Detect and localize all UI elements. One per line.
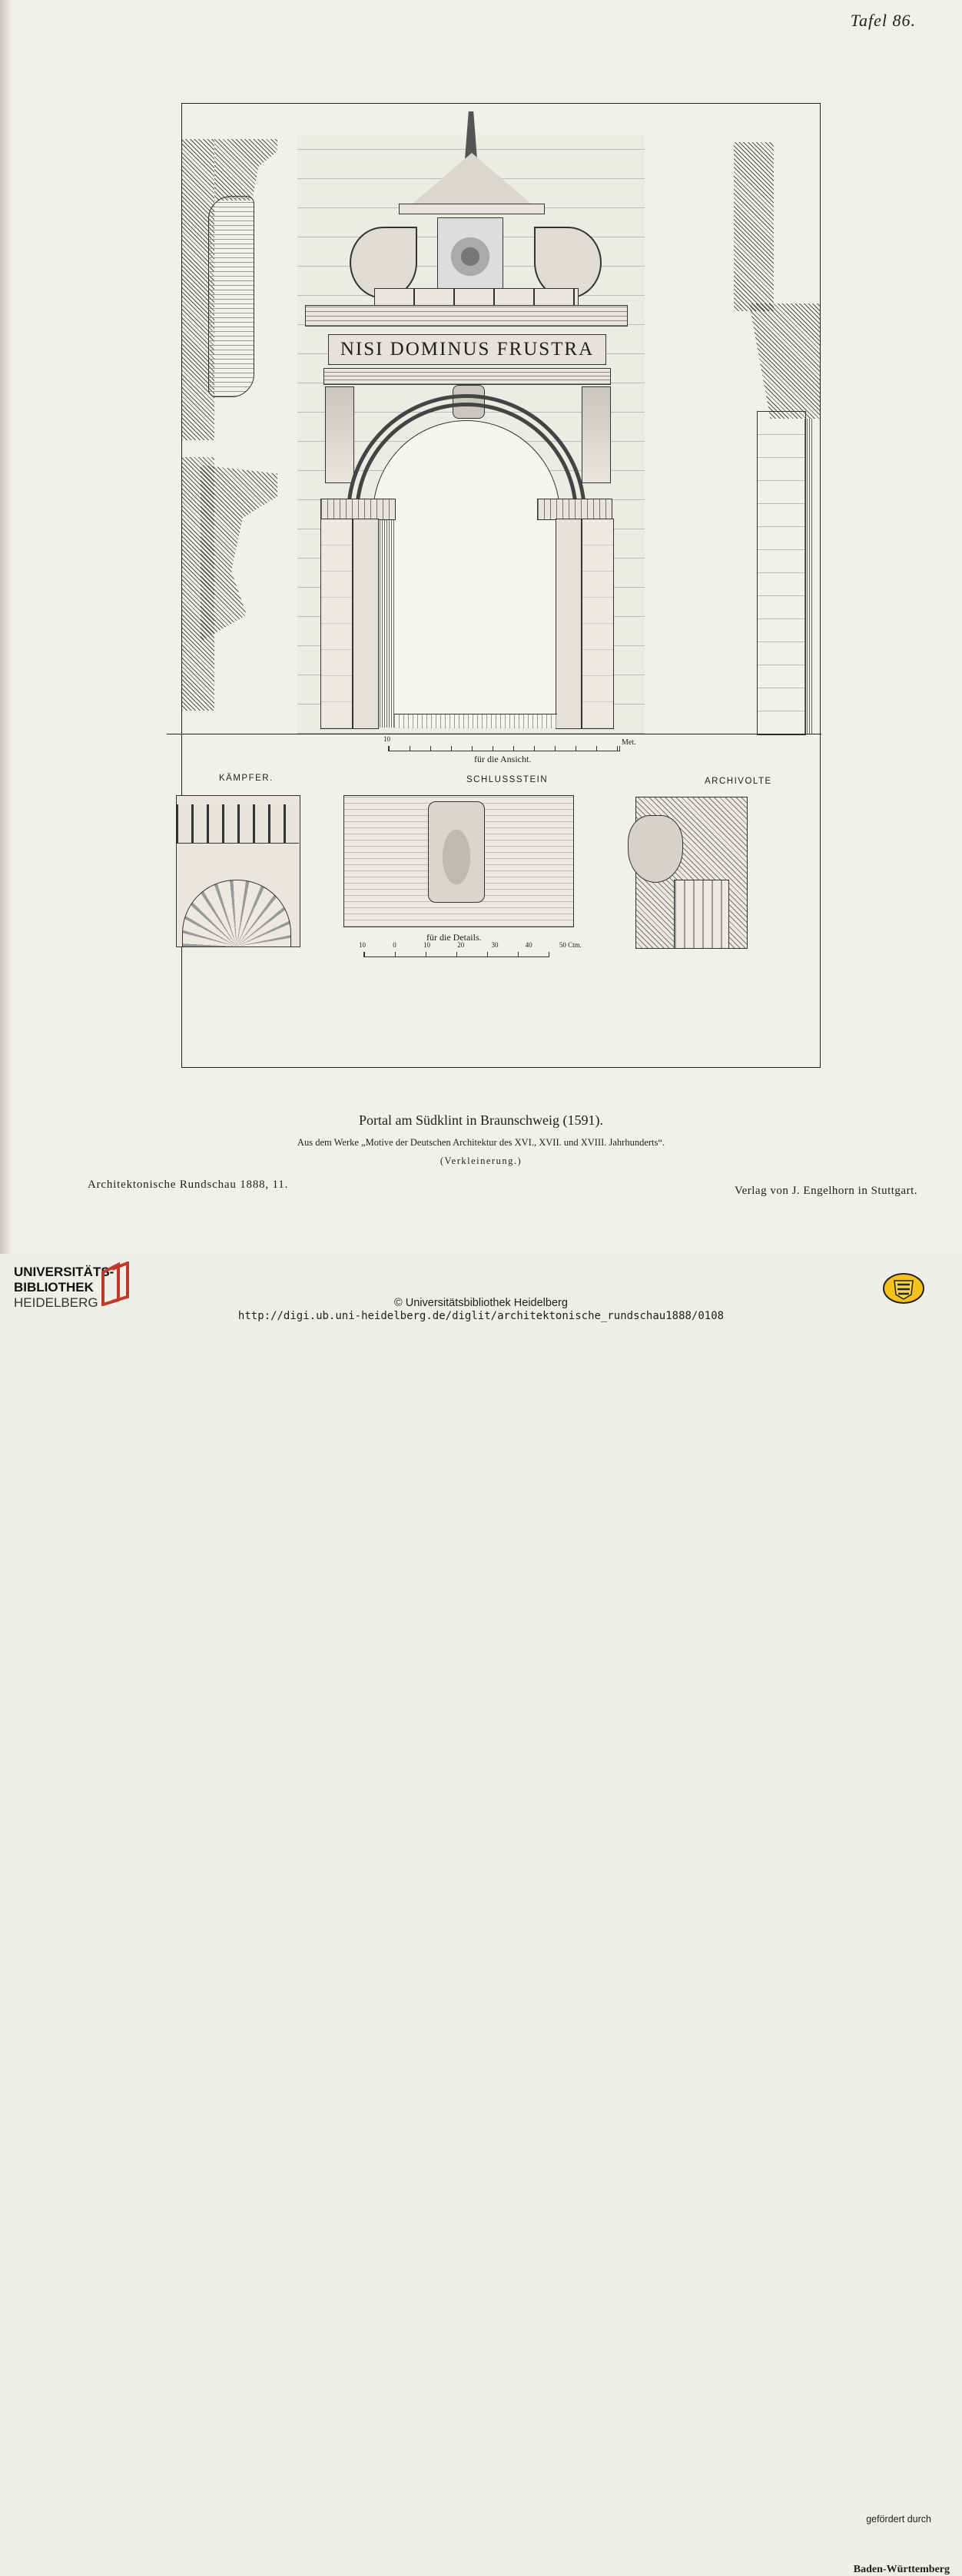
capital-right xyxy=(537,499,612,520)
right-shadow-strip xyxy=(804,419,814,734)
attic-base xyxy=(399,204,545,214)
pediment-finial xyxy=(465,111,477,159)
frieze-inscription: NISI DOMINUS FRUSTRA xyxy=(340,339,595,360)
cornice xyxy=(305,305,628,327)
label-archivolte: ARCHIVOLTE xyxy=(705,777,772,786)
archivolte-moulding xyxy=(674,880,729,949)
pilaster-left xyxy=(320,519,353,729)
right-profile-wall xyxy=(749,303,820,419)
left-impost-profile xyxy=(201,465,277,642)
coat-of-arms xyxy=(437,217,503,296)
capital-left xyxy=(320,499,396,520)
scale-view-zero: 10 xyxy=(383,735,390,743)
threshold xyxy=(394,714,557,728)
scale-bar-view xyxy=(388,746,620,751)
left-cornice-profile xyxy=(214,139,277,201)
herm-right xyxy=(582,386,611,483)
library-name-line-3: HEIDELBERG xyxy=(14,1295,98,1310)
right-side-pilaster xyxy=(757,411,806,735)
scale-view-label: für die Ansicht. xyxy=(474,754,532,764)
scale-tick: 40 xyxy=(525,941,532,949)
schlussstein-keystone-face xyxy=(428,801,485,903)
scale-tick: 20 xyxy=(457,941,465,949)
journal-citation: Architektonische Rundschau 1888, 11. xyxy=(88,1179,289,1191)
library-name-line-1: UNIVERSITÄTS- xyxy=(14,1265,114,1279)
scale-tick: 10 xyxy=(423,941,430,949)
jamb-right xyxy=(556,519,582,729)
plate-number: Tafel 86. xyxy=(850,11,916,30)
funder-name: Baden-Württemberg xyxy=(853,2564,950,2575)
publisher-line: Verlag von J. Engelhorn in Stuttgart. xyxy=(734,1185,917,1197)
frieze-inscription-panel xyxy=(328,334,606,365)
scale-view-unit: Met. xyxy=(622,738,636,747)
library-name-line-2: BIBLIOTHEK xyxy=(14,1280,94,1295)
attic-blocks xyxy=(374,288,579,307)
herm-left xyxy=(325,386,354,483)
scale-tick: 0 xyxy=(393,941,396,949)
architrave xyxy=(323,368,611,385)
arch-opening xyxy=(373,420,560,728)
scale-tick: 50 Ctm. xyxy=(559,941,582,949)
caption-reduction: (Verkleinerung.) xyxy=(440,1155,522,1166)
jamb-left xyxy=(353,519,379,729)
label-kaempfer: KÄMPFER. xyxy=(219,774,274,783)
pilaster-right xyxy=(582,519,614,729)
copyright-line: © Universitätsbibliothek Heidelberg xyxy=(394,1297,568,1309)
scale-tick: 10 xyxy=(359,941,366,949)
caption-title: Portal am Südklint in Braunschweig (1591). xyxy=(359,1112,603,1128)
archivolte-mask xyxy=(628,815,683,883)
funded-by-label: gefördert durch xyxy=(866,2514,931,2525)
scale-details-ticks xyxy=(359,941,582,949)
permalink[interactable]: http://digi.ub.uni-heidelberg.de/diglit/architektonische_rundschau1888/0108 xyxy=(237,1310,725,1322)
right-profile-upper xyxy=(734,142,774,311)
scale-details-label: für die Details. xyxy=(426,932,482,943)
plate-frame xyxy=(181,103,821,1068)
scale-bar-details xyxy=(363,952,549,957)
scanned-page xyxy=(0,0,962,1254)
kaempfer-dentils xyxy=(176,804,299,844)
scale-tick: 30 xyxy=(491,941,499,949)
caption-source: Aus dem Werke „Motive der Deutschen Architektur des XVI., XVII. und XVIII. Jahrhunderts“. xyxy=(297,1137,665,1148)
left-bracket-scroll xyxy=(208,196,254,397)
label-schlussstein: SCHLUSSSTEIN xyxy=(466,775,549,784)
